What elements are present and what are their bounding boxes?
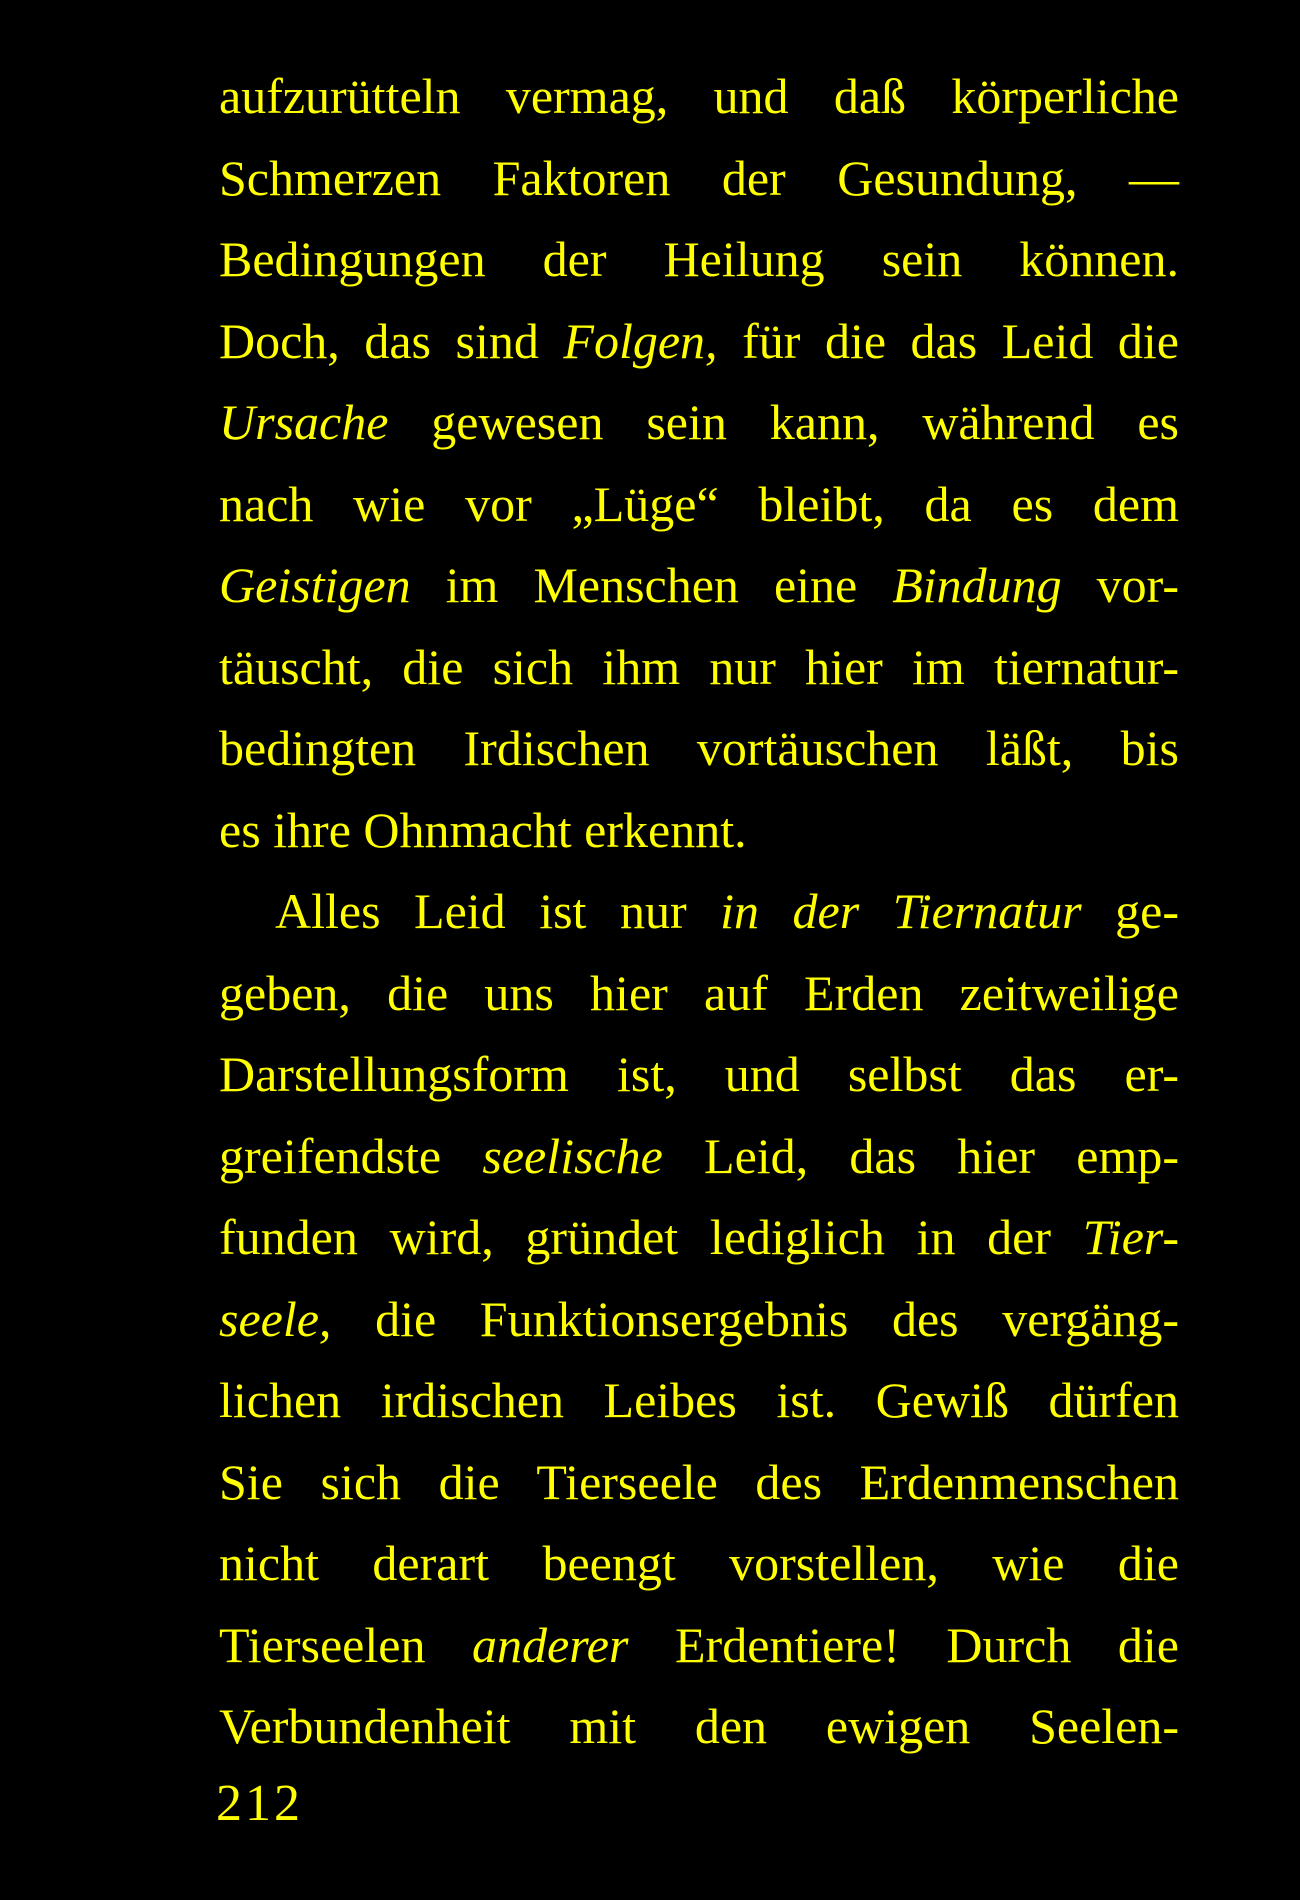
text-segment: Erdentiere! Durch die	[628, 1616, 1179, 1673]
text-segment: gewesen sein kann, während es	[388, 394, 1179, 450]
text-segment: vor-	[1061, 557, 1179, 613]
text-line	[219, 953, 1179, 1035]
text-segment: Tierseelen	[219, 1616, 472, 1673]
text-segment: Leid, das hier emp-	[662, 1127, 1179, 1184]
page-number: 212	[216, 1775, 303, 1832]
text-line	[219, 545, 1179, 627]
text-segment: aufzurütteln vermag, und daß körperliche	[219, 68, 1179, 124]
italic-text-segment: seelische	[482, 1127, 663, 1184]
text-line	[219, 1442, 1179, 1524]
italic-text-segment: Bindung	[892, 557, 1062, 613]
text-line	[219, 790, 1179, 872]
text-segment: im Menschen eine	[410, 557, 893, 613]
text-segment: nicht derart beengt vorstellen, wie die	[219, 1535, 1179, 1591]
text-line	[219, 1197, 1179, 1279]
body-text	[219, 56, 1179, 1768]
text-segment: es ihre Ohnmacht erkennt.	[219, 801, 747, 858]
text-line	[219, 1279, 1179, 1361]
text-segment: Darstellungsform ist, und selbst das er-	[219, 1046, 1179, 1102]
text-segment: greifendste	[219, 1127, 483, 1184]
text-segment: geben, die uns hier auf Erden zeitweilige	[219, 964, 1179, 1021]
italic-text-segment: seele,	[219, 1290, 332, 1347]
text-line	[219, 1523, 1179, 1605]
text-segment: Doch, das sind	[219, 312, 564, 369]
text-line	[219, 871, 1179, 953]
text-line	[219, 138, 1179, 220]
text-segment: lichen irdischen Leibes ist. Gewiß dürfen	[219, 1372, 1179, 1428]
text-segment: Schmerzen Faktoren der Gesundung, —	[219, 149, 1179, 206]
text-line	[219, 301, 1179, 383]
text-line	[219, 708, 1179, 790]
text-line	[219, 627, 1179, 709]
text-segment: Sie sich die Tierseele des Erdenmenschen	[219, 1453, 1179, 1510]
text-line	[219, 56, 1179, 138]
text-segment: Alles Leid ist nur	[275, 883, 721, 939]
text-segment: bedingten Irdischen vortäuschen läßt, bis	[219, 720, 1179, 776]
text-segment: Bedingungen der Heilung sein können.	[219, 231, 1179, 287]
text-line	[219, 1686, 1179, 1768]
italic-text-segment: Geistigen	[219, 557, 411, 613]
text-line	[219, 219, 1179, 301]
text-line	[219, 1116, 1179, 1198]
italic-text-segment: anderer	[472, 1616, 629, 1673]
text-line	[219, 1034, 1179, 1116]
italic-text-segment: Folgen,	[563, 312, 718, 369]
text-segment: die Funktionsergebnis des vergäng-	[331, 1290, 1179, 1347]
text-line	[219, 382, 1179, 464]
text-segment: Verbundenheit mit den ewigen Seelen-	[219, 1698, 1179, 1754]
text-segment: täuscht, die sich ihm nur hier im tiernatur-	[219, 638, 1179, 695]
text-line	[219, 464, 1179, 546]
italic-text-segment: Tier-	[1082, 1209, 1179, 1265]
text-segment: nach wie vor „Lüge“ bleibt, da es dem	[219, 475, 1179, 532]
text-segment: funden wird, gründet lediglich in der	[219, 1209, 1083, 1265]
text-segment: für die das Leid die	[717, 312, 1179, 369]
text-segment: ge-	[1081, 883, 1179, 939]
text-line	[219, 1360, 1179, 1442]
text-line	[219, 1605, 1179, 1687]
italic-text-segment: in der Tiernatur	[720, 883, 1082, 939]
italic-text-segment: Ursache	[219, 394, 389, 450]
